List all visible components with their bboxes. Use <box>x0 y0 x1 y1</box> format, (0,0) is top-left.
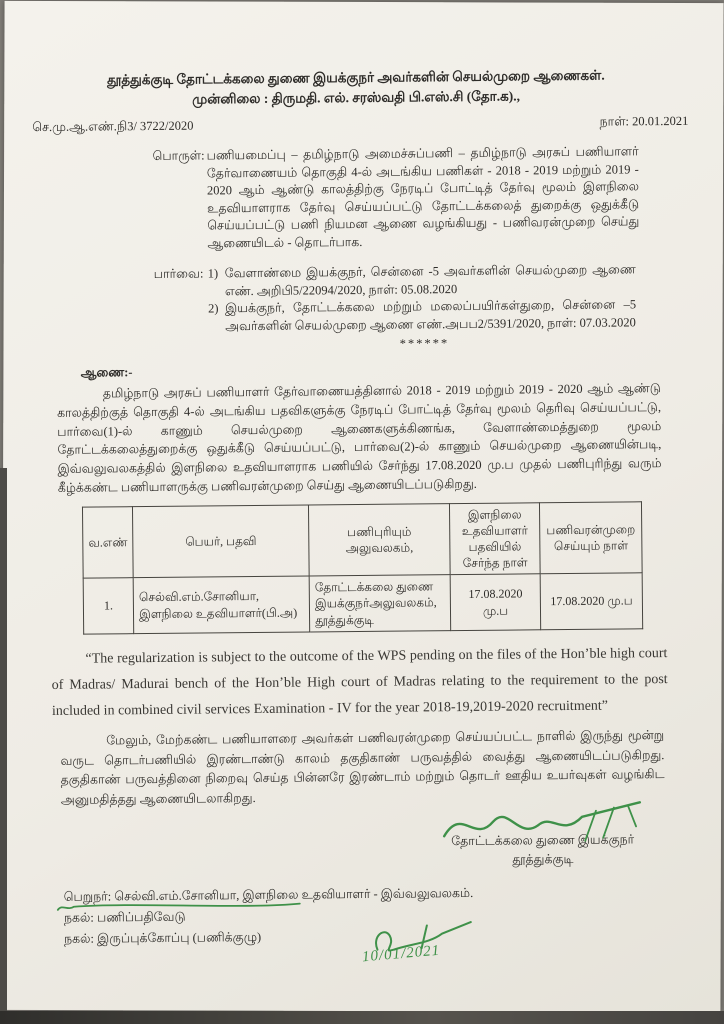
title-line-1: தூத்துக்குடி தோட்டக்கலை துணை இயக்குநர் அவர்களின் செயல்முறை ஆணைகள். <box>106 67 605 88</box>
reference-item-1-text: வேளாண்மை இயக்குநர், சென்னை -5 அவர்களின் செயல்முறை ஆணை எண். அறிபி5/22094/2020, நாள்: 05.08.2020 <box>224 262 636 298</box>
cell-name-designation: செல்வி.எம்.சோனியா, இளநிலை உதவியாளர்(பி.அ) <box>133 576 309 633</box>
cell-regularization-date: 17.08.2020 மு.ப <box>540 573 642 630</box>
subject-block <box>55 143 660 254</box>
order-label: ஆணை:- <box>80 364 133 380</box>
english-clause: “The regularization is subject to the outcome of the WPS pending on the files of the Hon’ble high court of Madras/ Madurai bench of the Hon’ble High court of Madras relating to the requirement to the post included in combined civil services Examination - IV for the year 2018-19,2019-2020 recruitment” <box>51 645 668 719</box>
header-office: பணிபுரியும் அலுவலகம், <box>309 503 451 576</box>
reference-item-1 <box>208 261 636 300</box>
document-content <box>32 65 689 950</box>
title-line-2: முன்னிலை : திருமதி. எல். சரஸ்வதி பி.எஸ்.சி (தோ.க)., <box>192 88 520 107</box>
copy-line-2: நகல்: இருப்புக்கோப்பு (பணிக்குழு) <box>64 930 262 947</box>
cell-office: தோட்டக்கலை துணை இயக்குநர்அலுவலகம், தூத்துக்குடி <box>309 575 450 632</box>
reference-row <box>32 112 688 136</box>
order-date: நாள்: 20.01.2021 <box>599 113 689 129</box>
pen-underline-icon <box>54 899 304 913</box>
copy-line-1: நகல்: பணிப்பதிவேடு <box>63 909 186 925</box>
scan-edge-bottom <box>0 1011 724 1024</box>
header-name-designation: பெயர், பதவி <box>133 504 310 577</box>
reference-list <box>204 261 637 335</box>
reference-item-1-number: 1) <box>207 266 219 281</box>
subject-text: பணியமைப்பு – தமிழ்நாடு அமைச்சுப்பணி – தமிழ்நாடு அரசுப் பணியாளர் தேர்வாணையம் தொகுதி 4-ல் அடங்கிய பணிகள் - 2018 - 2019 மற்றும் 2019 - 2020 ஆம் ஆண்டு காலத்திற்கு நேரடிப் போட்டித் தேர்வு மூலம் இளநிலை உதவியாளராக தேர்வு செய்யப்பட்டு தோட்டக்கலைத் துறைக்கு ஒதுக்கீடு செய்யப்பட்டு பணி நியமன ஆணை வழங்கியது - பணிவரன்முறை செய்து ஆணையிடல் - தொடர்பாக. <box>206 144 640 250</box>
table-header-row <box>82 501 642 578</box>
reference-item-2-number: 2) <box>208 301 219 316</box>
recipient-line-wrap <box>64 883 474 908</box>
cell-joining-date: 17.08.2020 மு.ப <box>450 574 541 630</box>
subject-label: பொருள்: <box>152 148 205 163</box>
table-row <box>83 573 643 634</box>
header-regularization-date: பணிவரன்முறை செய்யும் நாள் <box>540 501 642 574</box>
separator-stars: ****** <box>399 336 450 351</box>
reference-item-2-text: இயக்குநர், தோட்டக்கலை மற்றும் மலைப்பயிர்கள்துறை, சென்னை –5 அவர்களின் செயல்முறை ஆணை எண்.அபப2/5391/2020, நாள்: 07.03.2020 <box>225 297 637 333</box>
signatory-designation: தோட்டக்கலை துணை இயக்குநர் <box>451 832 635 849</box>
signature-scribble-icon <box>438 796 648 850</box>
signature-block <box>430 830 655 871</box>
document-title <box>54 65 658 111</box>
reference-item-2 <box>208 296 636 335</box>
probation-paragraph: மேலும், மேற்கண்ட பணியாளரை அவர்கள் பணிவரன்முறை செய்யப்பட்ட நாளில் இருந்து மூன்று வருட தொடர்பணியில் இரண்டாண்டு காலம் தகுதிகாண் பருவத்தில் வைத்து ஆணையிடப்படுகிறது. தகுதிகாண் பருவத்தினை நிறைவு செய்த பின்னரே இரண்டாம் மற்றும் தொடர் ஊதிய உயர்வுகள் வழங்கிட அனுமதித்தது ஆணையிடலாகிறது. <box>60 728 665 807</box>
handwritten-date: 10/01/2021 <box>361 942 441 966</box>
reference-label: பார்வை: <box>153 266 204 281</box>
footer-distribution <box>64 881 667 951</box>
order-paragraph: தமிழ்நாடு அரசுப் பணியாளர் தேர்வாணையத்தினால் 2018 - 2019 மற்றும் 2019 - 2020 ஆம் ஆண்டு காலத்திற்குத் தொகுதி 4-ல் அடங்கிய பதவிகளுக்கு நேரடிப் போட்டித் தேர்வு மூலம் தெரிவு செய்யப்பட்டு, பார்வை(1)-ல் காணும் செயல்முறை ஆணைகளுக்கிணங்க, வேளாண்மைத்துறை மூலம் தோட்டக்கலைத்துறைக்கு ஒதுக்கீடு செய்யப்பட்டு, பார்வை(2)-ல் காணும் செயல்முறை ஆணையின்படி, இவ்வலுவலகத்தில் இளநிலை உதவியாளராக பணியில் சேர்ந்து 17.08.2020 மு.ப முதல் பணிபுரிந்து வரும் கீழ்க்கண்ட பணியாளருக்கு பணிவரன்முறை செய்து ஆணையிடப்படுகிறது. <box>57 381 662 495</box>
scan-edge-left <box>0 468 7 1013</box>
header-joining-date: இளநிலை உதவியாளர் பதவியில் சேர்ந்த நாள் <box>449 502 540 575</box>
service-table <box>82 501 643 635</box>
header-serial-number: வ.எண் <box>82 506 133 578</box>
signatory-place: தூத்துக்குடி <box>512 852 574 867</box>
recipient-line: பெறுநர்: செல்வி.எம்.சோனியா, இளநிலை உதவியாளர் - இவ்வலுவலகம். <box>63 885 474 904</box>
reference-block <box>56 261 661 337</box>
proceedings-number: செ.மு.ஆ.எண்.நி3/ 3722/2020 <box>32 118 194 134</box>
cell-serial-number: 1. <box>83 578 134 634</box>
